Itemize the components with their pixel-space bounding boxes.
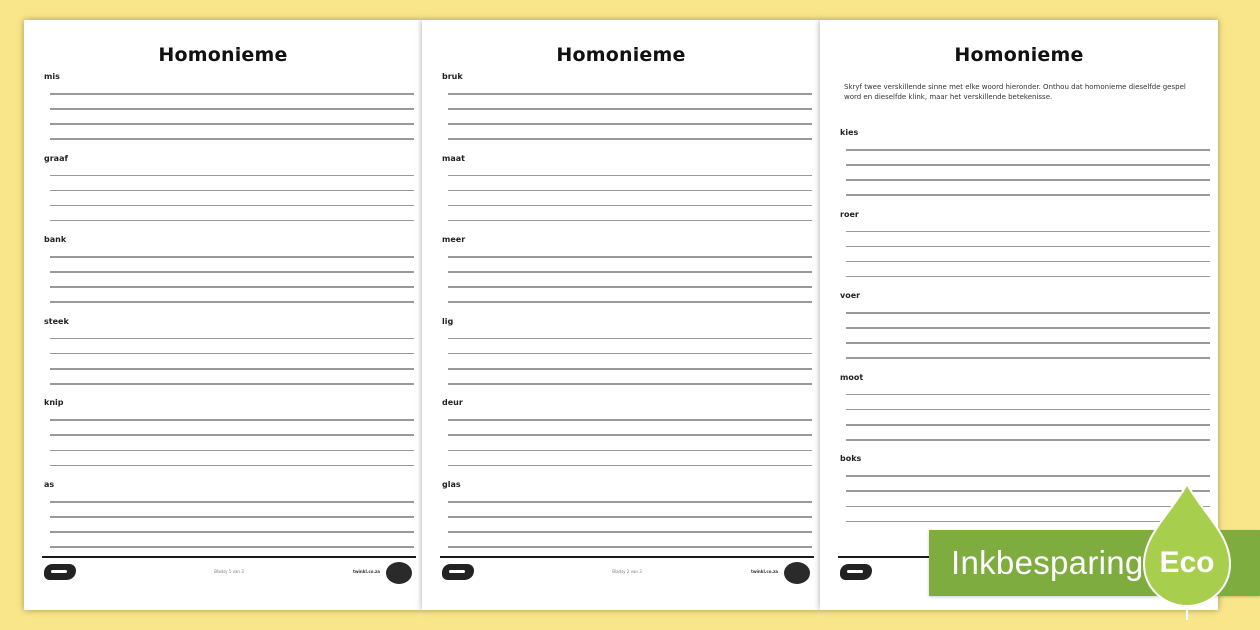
word-label: as — [44, 479, 55, 489]
writing-line — [50, 546, 414, 548]
word-label: kies — [840, 128, 859, 137]
word-label: voer — [840, 291, 861, 301]
writing-line — [50, 450, 414, 452]
worksheet-page-2 — [422, 20, 820, 610]
writing-lines — [50, 338, 414, 398]
word-block — [422, 317, 820, 399]
writing-line — [50, 516, 414, 518]
word-label: steek — [44, 316, 69, 326]
writing-line — [448, 368, 812, 370]
writing-line — [448, 175, 812, 177]
writing-lines — [846, 312, 1210, 372]
writing-line — [846, 342, 1210, 344]
writing-lines — [846, 149, 1210, 209]
writing-line — [50, 286, 414, 288]
word-label: meer — [442, 235, 466, 245]
writing-line — [846, 312, 1210, 314]
writing-line — [50, 93, 414, 95]
writing-line — [448, 286, 812, 288]
writing-line — [448, 450, 812, 452]
writing-line — [448, 338, 812, 340]
writing-line — [50, 271, 414, 273]
word-block — [24, 235, 422, 317]
word-block — [422, 480, 820, 562]
word-list — [24, 72, 422, 562]
word-label: mis — [44, 72, 60, 81]
eco-badge-text: Eco — [1159, 546, 1215, 579]
twinkl-logo-icon — [840, 564, 872, 580]
page-number: Bladsy 2 van 3 — [612, 569, 642, 574]
word-block — [820, 210, 1218, 292]
writing-line — [846, 194, 1210, 196]
writing-line — [50, 190, 414, 192]
word-block — [24, 480, 422, 562]
writing-line — [448, 383, 812, 385]
word-label: knip — [44, 398, 64, 408]
word-label: boks — [840, 454, 862, 464]
writing-line — [448, 501, 812, 503]
page-footer — [440, 556, 814, 596]
word-block — [24, 398, 422, 480]
writing-line — [846, 327, 1210, 329]
writing-line — [846, 246, 1210, 248]
word-block — [422, 154, 820, 236]
writing-lines — [448, 175, 812, 235]
writing-line — [846, 475, 1210, 477]
writing-line — [448, 434, 812, 436]
word-label: deur — [442, 398, 463, 408]
writing-line — [448, 516, 812, 518]
writing-line — [846, 261, 1210, 263]
writing-line — [846, 231, 1210, 233]
writing-lines — [448, 256, 812, 316]
writing-lines — [846, 394, 1210, 454]
writing-lines — [448, 501, 812, 561]
writing-line — [846, 394, 1210, 396]
writing-line — [50, 531, 414, 533]
writing-line — [50, 434, 414, 436]
writing-line — [448, 205, 812, 207]
word-block — [422, 72, 820, 154]
writing-line — [846, 164, 1210, 166]
writing-line — [846, 357, 1210, 359]
page-footer — [42, 556, 416, 596]
word-block — [820, 291, 1218, 373]
writing-line — [448, 531, 812, 533]
writing-line — [448, 301, 812, 303]
page-title: Homonieme — [158, 44, 288, 66]
writing-line — [846, 276, 1210, 278]
word-label: lig — [442, 316, 454, 326]
writing-line — [448, 220, 812, 222]
word-block — [422, 398, 820, 480]
writing-line — [50, 465, 414, 467]
word-label: graaf — [44, 153, 68, 163]
instructions-text: Skryf twee verskillende sinne met elke woord hieronder. Onthou dat homonieme dieselfde gespel word en dieselfde klink, maar het verskillende betekenisse. — [844, 83, 1186, 101]
writing-line — [448, 190, 812, 192]
writing-line — [50, 501, 414, 503]
word-block — [24, 154, 422, 236]
footer-badge-icon — [784, 562, 810, 584]
footer-badge-icon — [386, 562, 412, 584]
word-block — [820, 373, 1218, 455]
writing-line — [846, 149, 1210, 151]
writing-lines — [846, 231, 1210, 291]
page-number: Bladsy 1 van 3 — [214, 569, 244, 574]
word-block — [820, 128, 1218, 210]
word-label: maat — [442, 153, 465, 163]
word-label: glas — [442, 479, 461, 489]
writing-lines — [50, 419, 414, 479]
word-label: bruk — [442, 72, 463, 81]
page-title: Homonieme — [954, 44, 1084, 66]
page-title: Homonieme — [556, 44, 686, 66]
writing-line — [846, 424, 1210, 426]
writing-line — [448, 271, 812, 273]
writing-line — [50, 123, 414, 125]
word-list — [422, 72, 820, 562]
word-label: roer — [840, 209, 859, 219]
writing-line — [448, 546, 812, 548]
writing-lines — [50, 256, 414, 316]
writing-lines — [50, 501, 414, 561]
writing-line — [448, 256, 812, 258]
writing-line — [448, 108, 812, 110]
writing-line — [448, 93, 812, 95]
writing-line — [448, 353, 812, 355]
writing-line — [50, 419, 414, 421]
word-block — [422, 235, 820, 317]
word-label: moot — [840, 372, 864, 382]
writing-lines — [50, 175, 414, 235]
writing-line — [50, 108, 414, 110]
footer-rule — [440, 556, 814, 558]
eco-banner-label: Inkbesparing — [951, 544, 1144, 581]
writing-line — [50, 175, 414, 177]
writing-line — [50, 368, 414, 370]
writing-lines — [448, 419, 812, 479]
writing-line — [448, 465, 812, 467]
footer-url: twinkl.co.za — [352, 569, 380, 574]
writing-line — [50, 301, 414, 303]
writing-lines — [448, 338, 812, 398]
word-block — [24, 72, 422, 154]
writing-line — [50, 138, 414, 140]
writing-line — [448, 138, 812, 140]
writing-line — [50, 256, 414, 258]
writing-lines — [50, 93, 414, 153]
writing-line — [448, 123, 812, 125]
writing-line — [50, 205, 414, 207]
word-list — [820, 128, 1218, 536]
worksheet-page-1 — [24, 20, 422, 610]
writing-line — [448, 419, 812, 421]
writing-line — [846, 439, 1210, 441]
writing-line — [50, 353, 414, 355]
footer-url: twinkl.co.za — [750, 569, 778, 574]
footer-rule — [42, 556, 416, 558]
writing-line — [846, 409, 1210, 411]
writing-line — [846, 179, 1210, 181]
writing-line — [50, 383, 414, 385]
writing-line — [50, 220, 414, 222]
word-block — [24, 317, 422, 399]
writing-lines — [448, 93, 812, 153]
writing-line — [50, 338, 414, 340]
word-label: bank — [44, 235, 67, 245]
